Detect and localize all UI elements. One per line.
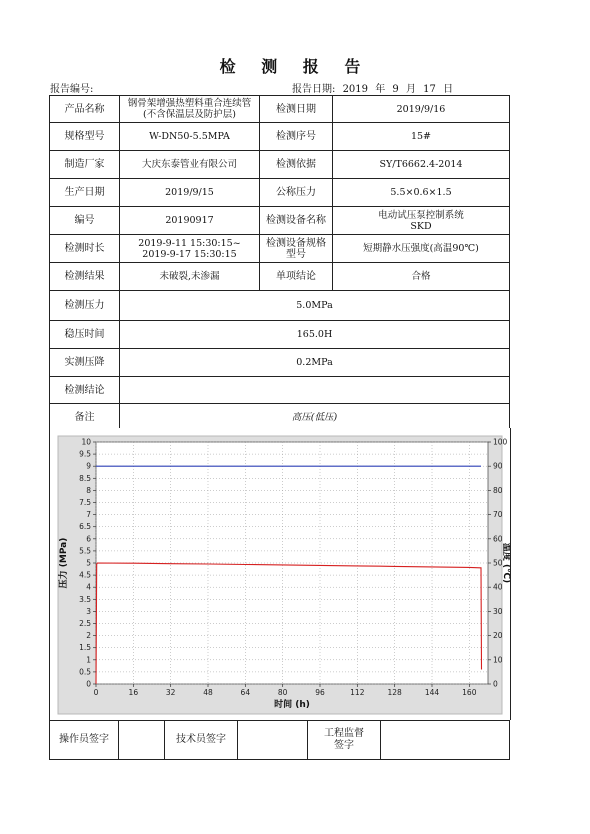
x-tick-label: 160 <box>462 688 477 697</box>
supervisor-label-line1: 工程监督 <box>324 728 364 739</box>
manufacturer-label: 制造厂家 <box>50 151 120 179</box>
test-seq-value: 15# <box>333 123 510 151</box>
y-left-tick-label: 4.5 <box>79 570 91 580</box>
operator-signature-field[interactable] <box>119 721 165 760</box>
report-date-day: 17 <box>423 84 436 95</box>
remark-value: 高压(低压) <box>120 404 510 431</box>
y-left-tick-label: 2.5 <box>79 619 91 628</box>
remark-label: 备注 <box>50 404 120 431</box>
pressure-drop-value: 0.2MPa <box>120 349 510 377</box>
report-title: 检 测 报 告 <box>219 57 371 76</box>
y-left-tick-label: 0 <box>86 679 91 689</box>
test-pressure-label: 检测压力 <box>50 291 120 321</box>
equipment-model-value: 短期静水压强度(高温90℃) <box>333 235 510 263</box>
x-tick-label: 112 <box>350 688 365 697</box>
y-left-tick-label: 5 <box>86 558 91 568</box>
duration-label: 检测时长 <box>50 235 120 263</box>
production-date-label: 生产日期 <box>50 179 120 207</box>
y-left-tick-label: 3.5 <box>79 594 91 604</box>
equipment-name-label: 检测设备名称 <box>260 207 333 235</box>
y-right-tick-label: 40 <box>493 582 503 592</box>
x-tick-label: 16 <box>128 688 139 697</box>
test-date-label: 检测日期 <box>260 96 333 123</box>
x-tick-label: 128 <box>387 688 402 697</box>
y-left-tick-label: 10 <box>81 437 91 447</box>
equipment-name-line1: 电动试压泵控制系统 <box>378 209 464 221</box>
y-left-tick-label: 1.5 <box>79 643 91 653</box>
hold-time-value: 165.0H <box>120 321 510 349</box>
operator-signature-label: 操作员签字 <box>50 721 119 760</box>
product-name-value <box>120 96 260 123</box>
spec-label: 规格型号 <box>50 123 120 151</box>
nominal-pressure-label: 公称压力 <box>260 179 333 207</box>
y-left-tick-label: 9.5 <box>79 449 91 459</box>
product-name-line1: 钢骨架增强热塑料重合连续管 <box>127 98 252 109</box>
y-left-tick-label: 0.5 <box>79 667 91 677</box>
test-seq-label: 检测序号 <box>260 123 333 151</box>
technician-signature-label: 技术员签字 <box>165 721 238 760</box>
equipment-name-value <box>333 207 510 235</box>
x-tick-label: 64 <box>240 688 251 697</box>
test-pressure-value: 5.0MPa <box>120 291 510 321</box>
conclusion-label: 检测结论 <box>50 377 120 404</box>
y-right-tick-label: 30 <box>493 606 503 616</box>
result-label: 检测结果 <box>50 263 120 291</box>
duration-line1: 2019-9-11 15:30:15~ <box>138 237 241 249</box>
supervisor-signature-label <box>308 721 381 760</box>
serial-value: 20190917 <box>120 207 260 235</box>
month-char: 月 <box>405 84 416 95</box>
duration-line2: 2019-9-17 15:30:15 <box>142 248 237 260</box>
spec-value: W-DN50-5.5MPA <box>120 123 260 151</box>
y-left-tick-label: 9 <box>86 461 91 471</box>
basis-label: 检测依据 <box>260 151 333 179</box>
equipment-name-line2: SKD <box>410 220 432 232</box>
y-left-tick-label: 8 <box>86 485 91 495</box>
item-conclusion-label: 单项结论 <box>260 263 333 291</box>
y-right-tick-label: 100 <box>493 437 508 447</box>
report-date-label: 报告日期: <box>292 84 336 95</box>
y-right-tick-label: 0 <box>493 679 498 689</box>
y-left-tick-label: 7.5 <box>79 498 91 507</box>
year-char: 年 <box>375 84 386 95</box>
y-right-tick-label: 90 <box>493 461 503 471</box>
y-left-tick-label: 2 <box>86 631 91 641</box>
y-left-tick-label: 4 <box>86 582 91 592</box>
equipment-model-label: 检测设备规格型号 <box>260 235 333 263</box>
x-tick-label: 96 <box>315 688 325 697</box>
x-tick-label: 32 <box>165 688 176 697</box>
y-right-tick-label: 70 <box>493 510 503 520</box>
x-tick-label: 144 <box>424 688 440 697</box>
x-axis-label: 时间 (h) <box>274 700 310 710</box>
report-date <box>292 80 457 95</box>
technician-signature-field[interactable] <box>238 721 308 760</box>
signature-table <box>49 720 510 760</box>
supervisor-label-line2: 签字 <box>334 740 354 751</box>
report-number-label: 报告编号: <box>50 84 94 95</box>
y-right-tick-label: 60 <box>493 534 503 544</box>
manufacturer-value: 大庆东泰管业有限公司 <box>120 151 260 179</box>
serial-label: 编号 <box>50 207 120 235</box>
y-right-tick-label: 20 <box>493 631 503 641</box>
hold-time-label: 稳压时间 <box>50 321 120 349</box>
product-name-line2: (不含保温层及防护层) <box>143 109 236 120</box>
y-right-tick-label: 80 <box>493 485 503 495</box>
y-left-tick-label: 7 <box>86 510 91 520</box>
x-tick-label: 0 <box>93 688 99 697</box>
chart-area <box>49 428 511 720</box>
day-char: 日 <box>443 84 454 95</box>
report-table <box>49 95 510 431</box>
supervisor-signature-field[interactable] <box>381 721 510 760</box>
product-name-label: 产品名称 <box>50 96 120 123</box>
y-left-tick-label: 6 <box>86 534 91 544</box>
conclusion-value <box>120 377 510 404</box>
y-right-axis-label: 温度 (℃) <box>501 542 510 584</box>
y-left-tick-label: 6.5 <box>79 522 91 532</box>
duration-value <box>120 235 260 263</box>
y-left-tick-label: 1 <box>86 655 91 665</box>
y-right-tick-label: 10 <box>493 655 503 665</box>
pressure-drop-label: 实测压降 <box>50 349 120 377</box>
y-right-tick-label: 50 <box>493 558 503 568</box>
production-date-value: 2019/9/15 <box>120 179 260 207</box>
x-tick-label: 48 <box>203 688 213 697</box>
item-conclusion-value: 合格 <box>333 263 510 291</box>
report-date-month: 9 <box>392 84 399 95</box>
nominal-pressure-value: 5.5×0.6×1.5 <box>333 179 510 207</box>
y-left-tick-label: 8.5 <box>79 473 91 483</box>
test-date-value: 2019/9/16 <box>333 96 510 123</box>
x-tick-label: 80 <box>277 688 288 697</box>
y-left-tick-label: 5.5 <box>79 546 91 556</box>
y-left-axis-label: 压力 (MPa) <box>59 537 69 589</box>
pressure-temperature-chart <box>50 428 510 720</box>
basis-value: SY/T6662.4-2014 <box>333 151 510 179</box>
report-date-year: 2019 <box>342 84 369 95</box>
y-left-tick-label: 3 <box>86 606 91 616</box>
result-value: 未破裂,未渗漏 <box>120 263 260 291</box>
